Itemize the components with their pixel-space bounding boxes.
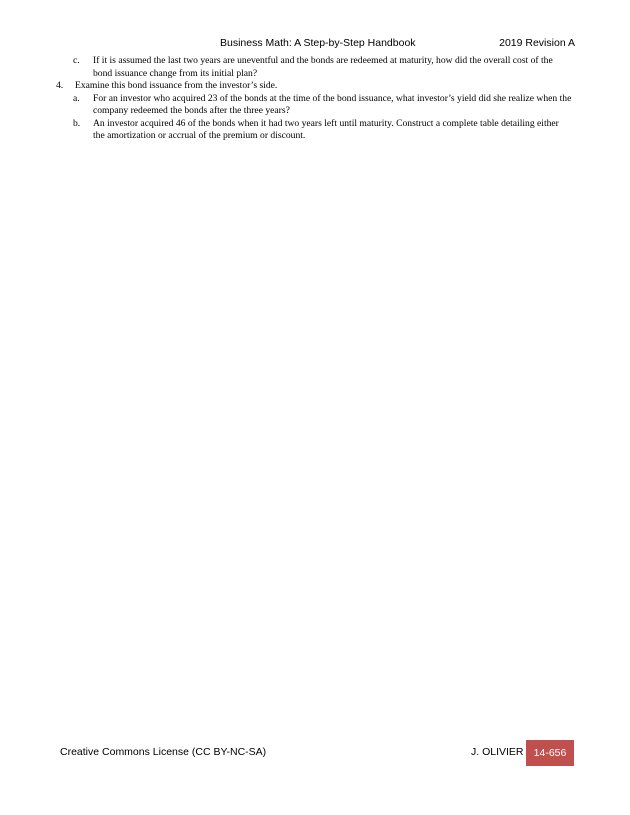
question-3c	[52, 55, 572, 80]
question-text: Examine this bond issuance from the investor’s side.	[75, 80, 278, 91]
list-marker: c.	[73, 55, 80, 66]
list-marker: 4.	[56, 80, 64, 91]
list-marker: b.	[73, 117, 81, 129]
license-text: Creative Commons License (CC BY-NC-SA)	[60, 746, 267, 758]
page-footer	[0, 740, 630, 766]
header-title: Business Math: A Step-by-Step Handbook	[220, 37, 416, 49]
question-text: For an investor who acquired 23 of the bonds at the time of the bond issuance, what investor’s yield did she realize when the company redeemed the bonds after the three years?	[93, 92, 572, 116]
page-number-badge: 14-656	[526, 740, 574, 766]
header-revision: 2019 Revision A	[499, 37, 575, 49]
question-4b	[52, 118, 572, 143]
document-body	[52, 55, 572, 143]
question-4a	[52, 93, 572, 118]
list-marker: a.	[73, 92, 80, 104]
question-text: An investor acquired 46 of the bonds when it had two years left until maturity. Construct a complete table detailing either the amortization or accrual of the premium or discount.	[93, 117, 559, 141]
page-header	[0, 37, 630, 51]
question-4	[52, 80, 572, 93]
question-text: If it is assumed the last two years are uneventful and the bonds are redeemed at maturity, how did the overall cost of the bond issuance change from its initial plan?	[93, 55, 553, 79]
author-name: J. OLIVIER	[471, 746, 524, 758]
